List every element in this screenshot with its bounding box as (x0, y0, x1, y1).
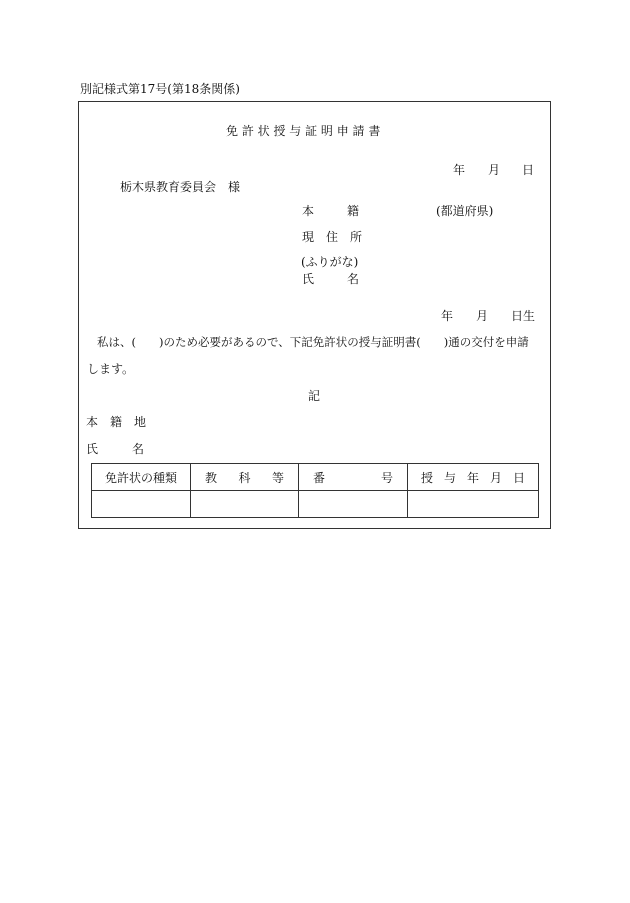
birth-month: 月 (476, 309, 489, 323)
header-grant-date-char: 日 (512, 470, 525, 485)
date-day: 日 (522, 163, 535, 177)
header-number-char: 号 (380, 470, 393, 485)
header-grant-date-char: 授 (421, 470, 434, 485)
header-subject-char: 等 (271, 470, 284, 485)
header-number (299, 464, 408, 491)
header-license-type (92, 464, 191, 491)
header-grant-date-char: 月 (489, 470, 502, 485)
license-table (91, 463, 539, 518)
request-text-line1: 私は、( )のため必要があるので、下記免許状の授与証明書( )通の交付を申請 (97, 335, 529, 349)
prefecture-label: (都道府県) (436, 204, 494, 218)
cell-license-type[interactable] (92, 491, 191, 518)
header-subject-char: 科 (238, 470, 251, 485)
name-label-a: 氏 (302, 272, 315, 286)
form-title: 免 許 状 授 与 証 明 申 請 書 (226, 124, 381, 138)
header-grant-date (408, 464, 539, 491)
header-subject (191, 464, 299, 491)
honsekichi-label: 本 籍 地 (86, 415, 147, 429)
address-label: 現 住 所 (302, 230, 363, 244)
header-number-char: 番 (313, 470, 326, 485)
form-reference: 別記様式第17号(第18条関係) (80, 82, 240, 96)
shimei-label-a: 氏 (86, 442, 99, 456)
table-header-row (92, 464, 539, 491)
birth-day: 日生 (511, 309, 536, 323)
cell-subject[interactable] (191, 491, 299, 518)
header-subject-char: 教 (205, 470, 218, 485)
honseki-label-b: 籍 (347, 204, 360, 218)
name-label-b: 名 (347, 272, 360, 286)
honseki-label-a: 本 (302, 204, 315, 218)
header-license-type-label: 免許状の種類 (104, 470, 177, 485)
cell-number[interactable] (299, 491, 408, 518)
header-grant-date-char: 年 (466, 470, 479, 485)
shimei-label-b: 名 (132, 442, 145, 456)
table-row (92, 491, 539, 518)
date-year: 年 (453, 163, 466, 177)
furigana-label: (ふりがな) (301, 255, 359, 269)
birth-year: 年 (441, 309, 454, 323)
header-grant-date-char: 与 (443, 470, 456, 485)
date-month: 月 (488, 163, 501, 177)
cell-grant-date[interactable] (408, 491, 539, 518)
request-text-line2: します。 (87, 362, 135, 376)
ki-label: 記 (308, 389, 321, 403)
addressee: 栃木県教育委員会 様 (120, 180, 241, 194)
